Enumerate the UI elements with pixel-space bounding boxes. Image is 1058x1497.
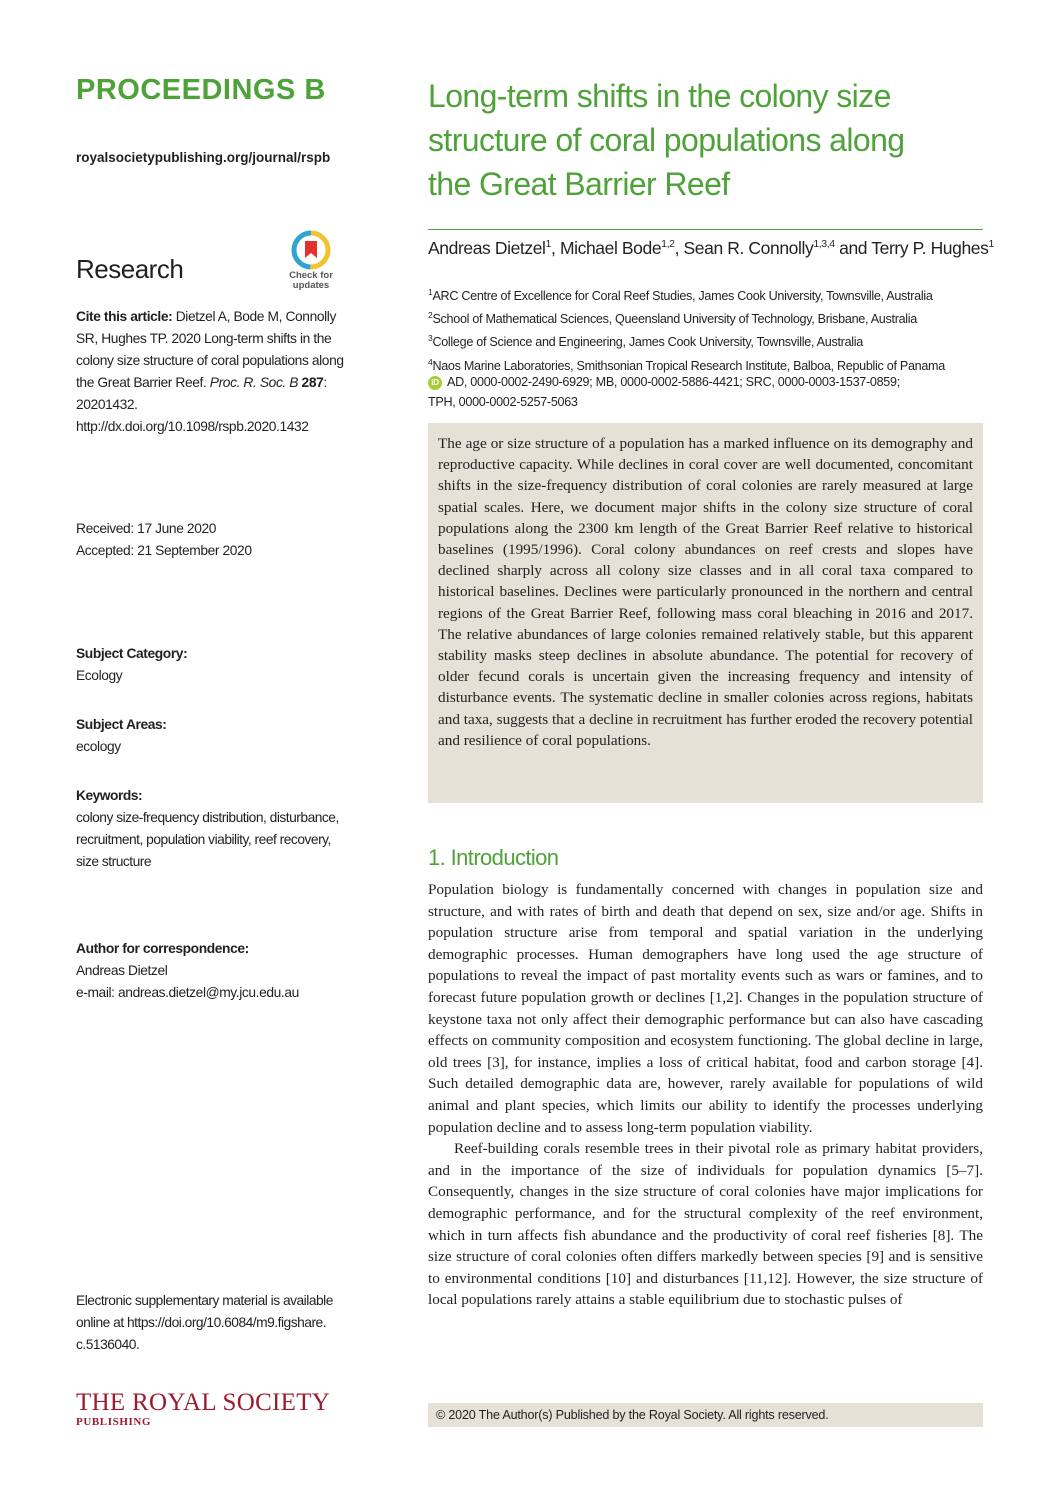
citation-label: Cite this article:	[76, 309, 173, 324]
subject-category	[76, 643, 338, 687]
affiliation: $^4$Naos Marine Laboratories, Smithsonian Tropical Research Institute, Balboa, Republic of Panama	[428, 356, 945, 373]
author-affiliation-ref: 1	[988, 238, 994, 251]
subject-areas-value[interactable]: ecology	[76, 739, 121, 754]
copyright-bar	[428, 1403, 983, 1427]
keyword-line: size structure	[76, 854, 152, 869]
royal-society-name: THE ROYAL SOCIETY	[76, 1389, 331, 1416]
supplementary-note	[76, 1290, 342, 1356]
citation-block	[76, 306, 346, 438]
check-for-updates-button[interactable]	[284, 230, 338, 291]
esm-line: Electronic supplementary material is available	[76, 1293, 333, 1308]
abstract-text: The age or size structure of a population has a marked influence on its demography and reproductive capacity. While declines in coral cover are well documented, concomitant shifts in the size-frequency distribution of coral colonies are rarely measured at large spatial scales. Here, we document major shifts in the colony size structure of coral populations along the 2300 km length of the Great Barrier Reef relative to historical baselines (1995/1996). Coral colony abundances on reef crests and slopes have declined sharply across all colony size classes and in all coral taxa compared to historical baselines. Declines were particularly pronounced in the northern and central regions of the Great Barrier Reef, following mass coral bleaching in 2016 and 2017. The relative abundances of large colonies remained relatively stable, but this apparent stability masks steep declines in absolute abundance. The potential for recovery of older fecund corals is uncertain given the increasing frequency and intensity of disturbance events. The systematic decline in smaller colonies across regions, habitats and taxa, suggests that a decline in recruitment has further eroded the recovery potential and resilience of coral populations.	[438, 435, 973, 749]
citation-text: Dietzel A, Bode M, Connolly SR, Hughes TP. 2020 Long-term shifts in the colony size structure of coral populations along the Great Barrier Reef.	[76, 309, 344, 390]
dates-block	[76, 518, 338, 562]
keywords-label: Keywords:	[76, 788, 143, 803]
paragraph: Population biology is fundamentally concerned with changes in population size and structure, and with rates of birth and death that depend on sex, size and/or age. Shifts in population structure arise from temporal and spatial variation in the underlying demographic processes. Human demographers have long used the age structure of populations to reveal the impact of past mortality events such as wars or famines, and to forecast future population growth or declines [1,2]. Changes in the population structure of keystone taxa not only affect their demographic performance but can also have cascading effects on community composition and ecosystem functioning. The global decline in large, old trees [3], for instance, implies a loss of critical habitat, food and carbon storage [4]. Such detailed demographic data are, however, rarely available for populations of wild animal and plant species, which limits our ability to identify the processes underlying population decline and to assess long-term population viability.	[428, 881, 983, 1136]
author-name[interactable]: Terry P. Hughes	[871, 238, 989, 258]
author-affiliation-ref: 1,2	[661, 238, 675, 251]
affiliation: $^2$School of Mathematical Sciences, Queensland University of Technology, Brisbane, Australia	[428, 310, 917, 327]
orcid-ids	[428, 372, 984, 412]
journal-brand: PROCEEDINGS B	[76, 74, 326, 106]
title-line: structure of coral populations along	[428, 122, 905, 158]
subject-areas	[76, 714, 338, 758]
esm-link[interactable]: online at https://doi.org/10.6084/m9.figshare.	[76, 1315, 327, 1330]
correspondence-name: Andreas Dietzel	[76, 963, 168, 978]
title-line: the Great Barrier Reef	[428, 166, 730, 202]
article-title	[428, 74, 984, 206]
paragraph: Reef-building corals resemble trees in their pivotal role as primary habitat providers, and in the importance of the size of individuals for population dynamics [5–7]. Consequently, changes in the size structure of coral colonies have major implications for demographic performance, and for the structural complexity of the reef environment, which in turn affects fish abundance and the productivity of coral reef fisheries [8]. The size structure of coral colonies often differs markedly between species [9] and is sensitive to environmental conditions [10] and disturbances [11,12]. However, the size structure of local populations rarely attains a stable equilibrium due to stochastic pulses of	[428, 1140, 983, 1309]
keyword-line: colony size-frequency distribution, disturbance,	[76, 810, 339, 825]
check-updates-label: Check for updates	[289, 270, 333, 291]
check-updates-icon	[291, 230, 331, 270]
affiliations	[428, 283, 988, 376]
subject-areas-label: Subject Areas:	[76, 717, 167, 732]
author-name[interactable]: Sean R. Connolly	[683, 238, 814, 258]
citation-pages: : 20201432.	[76, 375, 327, 412]
accepted-date: Accepted: 21 September 2020	[76, 543, 252, 558]
author-list: Andreas Dietzel$^1$, Michael Bode$^{1,2}$, Sean R. Connolly$^{1,3,4}$ and Terry P. Hughes$^1$	[428, 238, 994, 258]
royal-society-publishing: PUBLISHING	[76, 1416, 152, 1428]
author-name[interactable]: Michael Bode	[559, 238, 662, 258]
title-line: Long-term shifts in the colony size	[428, 78, 891, 114]
author-affiliation-ref: 1	[545, 238, 551, 251]
title-divider	[428, 229, 983, 230]
abstract-box	[428, 423, 983, 803]
section-label: Research	[76, 254, 184, 284]
affiliation: $^1$ARC Centre of Excellence for Coral Reef Studies, James Cook University, Townsville, Australia	[428, 287, 933, 304]
introduction-body	[428, 879, 983, 1311]
subject-category-label: Subject Category:	[76, 646, 188, 661]
copyright-text: © 2020 The Author(s) Published by the Royal Society. All rights reserved.	[436, 1408, 829, 1422]
orcid-line[interactable]: TPH, 0000-0002-5257-5063	[428, 395, 578, 409]
correspondence-email[interactable]: e-mail: andreas.dietzel@my.jcu.edu.au	[76, 985, 299, 1000]
journal-url[interactable]: royalsocietypublishing.org/journal/rspb	[76, 150, 331, 165]
royal-society-logo[interactable]	[76, 1390, 330, 1428]
received-date: Received: 17 June 2020	[76, 521, 217, 536]
correspondence-label: Author for correspondence:	[76, 941, 249, 956]
correspondence	[76, 938, 338, 1004]
subject-category-value: Ecology	[76, 668, 123, 683]
keywords	[76, 785, 344, 873]
citation-doi-link[interactable]: http://dx.doi.org/10.1098/rspb.2020.1432	[76, 419, 309, 434]
orcid-icon[interactable]: iD	[428, 376, 442, 390]
esm-link[interactable]: c.5136040.	[76, 1337, 140, 1352]
affiliation: $^3$College of Science and Engineering, James Cook University, Townsville, Australia	[428, 333, 863, 350]
keyword-line: recruitment, population viability, reef recovery,	[76, 832, 331, 847]
section-heading: 1. Introduction	[428, 845, 559, 870]
citation-volume: 287	[301, 375, 324, 390]
author-affiliation-ref: 1,3,4	[813, 238, 835, 251]
author-name[interactable]: Andreas Dietzel	[428, 238, 546, 258]
orcid-line[interactable]: AD, 0000-0002-2490-6929; MB, 0000-0002-5886-4421; SRC, 0000-0003-1537-0859;	[447, 375, 900, 389]
citation-journal: Proc. R. Soc. B	[209, 375, 299, 390]
